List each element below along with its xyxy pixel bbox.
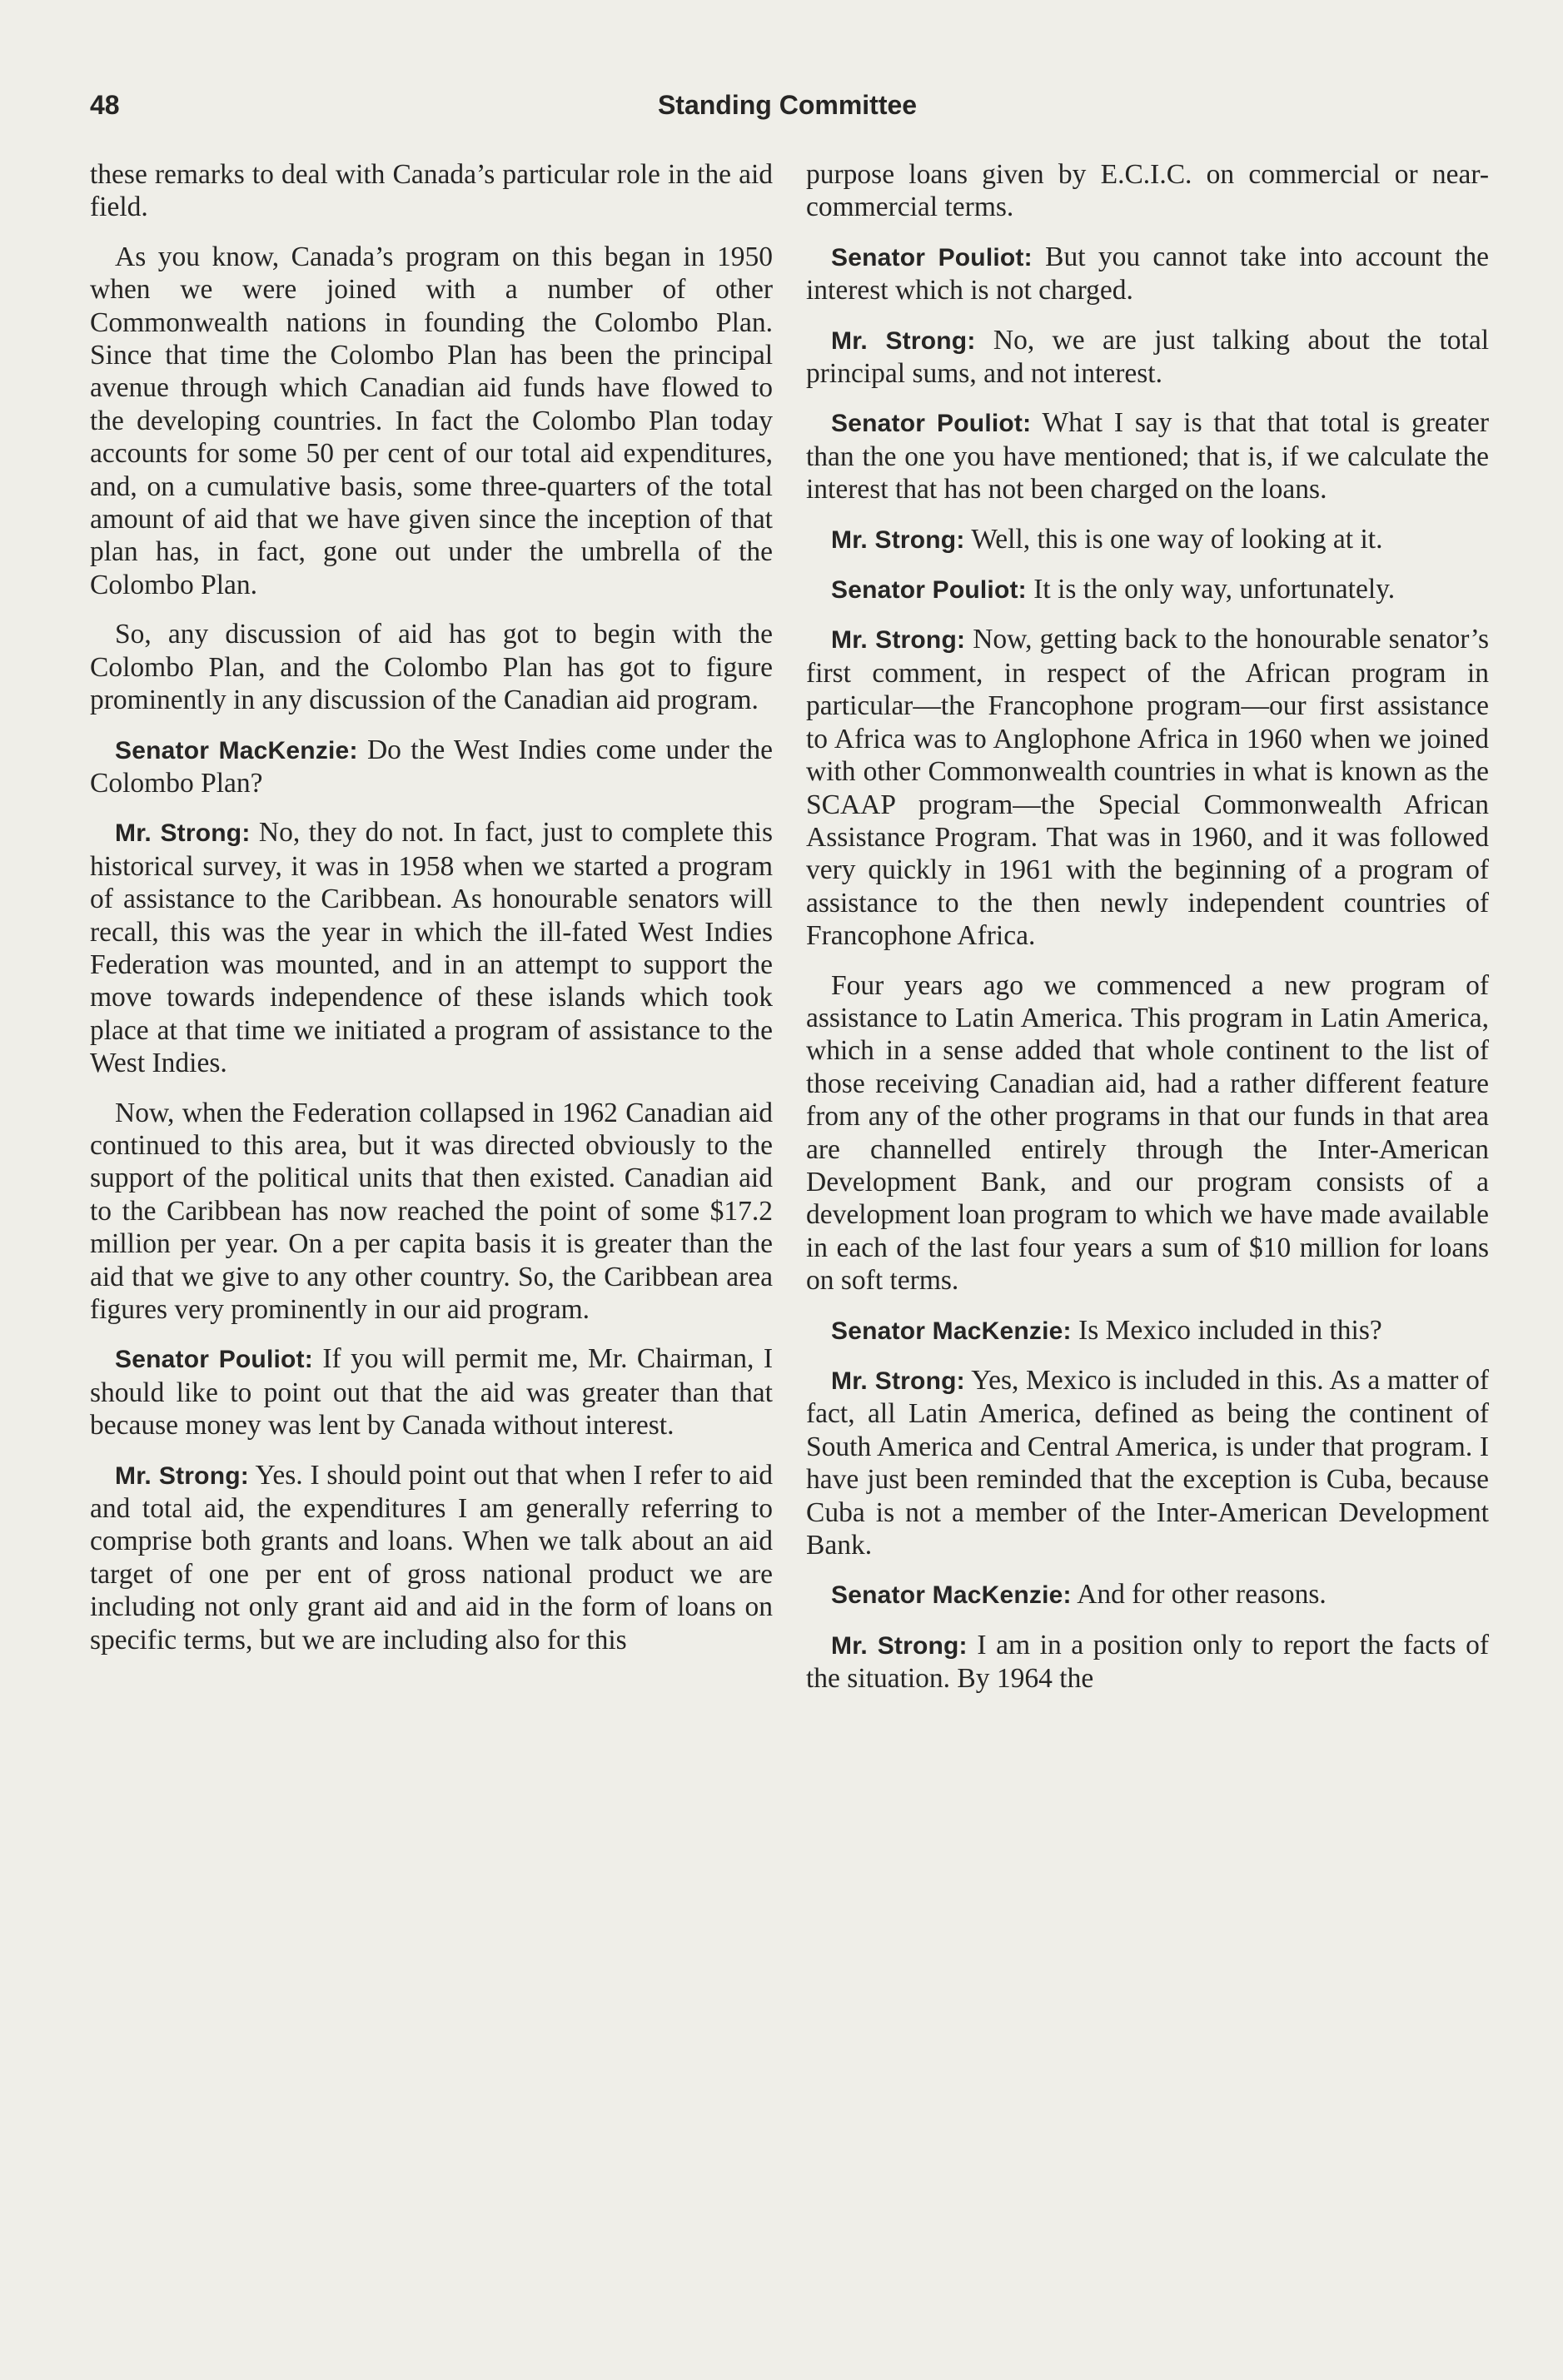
paragraph bbox=[806, 406, 1489, 505]
paragraph bbox=[806, 1364, 1489, 1561]
paragraph bbox=[90, 158, 773, 224]
speaker-name: Mr. Strong: bbox=[831, 1367, 965, 1395]
speaker-name: Mr. Strong: bbox=[115, 819, 251, 848]
paragraph-text: I am in a position only to report the facts of the situation. By 1964 the bbox=[806, 1629, 1490, 1695]
running-title: Standing Committee bbox=[657, 90, 918, 120]
paragraph-text: Now, when the Federation collapsed in 1962 Canadian aid continued to this area, but it was directed obviously to the support of the political units that then existed. Canadian aid to the Caribbean has now reached the point of some $17.2 million per year. On a per capita basis it is greater than the aid that we give to any other country. So, the Caribbean area figures very prominently in our aid program. bbox=[90, 1097, 773, 1325]
paragraph-text: Well, this is one way of looking at it. bbox=[971, 523, 1383, 555]
paragraph-text: Yes, Mexico is included in this. As a matter of fact, all Latin America, defined as being the continent of South America and Central America, is under that program. I have just been reminded that the exception is Cuba, because Cuba is not a member of the Inter-American Development Bank. bbox=[806, 1365, 1489, 1561]
speaker-name: Mr. Strong: bbox=[831, 1631, 968, 1660]
speaker-name: Senator MacKenzie: bbox=[831, 1317, 1072, 1345]
paragraph-text: So, any discussion of aid has got to begin with the Colombo Plan, and the Colombo Plan has got to figure prominently in any discussion of the Canadian aid program. bbox=[90, 619, 773, 716]
speaker-name: Senator Pouliot: bbox=[115, 1346, 313, 1374]
right-column bbox=[806, 158, 1489, 1712]
page-number: 48 bbox=[90, 90, 120, 120]
paragraph bbox=[90, 1459, 773, 1656]
paragraph-text: Four years ago we commenced a new program of assistance to Latin America. This program in Latin America, which in a sense added that whole continent to the list of those receiving Canadian aid, had a rather different feature from any of the other programs in that our funds in that area are channelled entirely through the Inter-American Development Bank, and our program consists of a development loan program to which we have made available in each of the last four years a sum of $10 million for loans on soft terms. bbox=[806, 969, 1489, 1297]
paragraph-text: purpose loans given by E.C.I.C. on commercial or near-commercial terms. bbox=[806, 159, 1489, 223]
paragraph bbox=[806, 241, 1489, 307]
paragraph bbox=[806, 573, 1489, 606]
speaker-name: Senator Pouliot: bbox=[831, 410, 1032, 438]
paragraph-text: Now, getting back to the honourable senator’s first comment, in respect of the African program in particular—the Francophone program—our first assistance to Africa was to Anglophone Africa in 1960 when we joined with other Commonwealth countries in what is known as the SCAAP program—the Special Commonwealth African Assistance Program. That was in 1960, and it was followed very quickly in 1961 with the beginning of a program of assistance to the then newly independent countries of Francophone Africa. bbox=[806, 624, 1490, 952]
speaker-name: Mr. Strong: bbox=[831, 326, 976, 355]
paragraph bbox=[90, 816, 773, 1079]
paragraph bbox=[806, 1629, 1489, 1695]
paragraph-text: Is Mexico included in this? bbox=[1078, 1314, 1382, 1346]
speaker-name: Senator Pouliot: bbox=[831, 243, 1033, 271]
paragraph bbox=[806, 1578, 1489, 1611]
paragraph bbox=[806, 324, 1489, 391]
paragraph bbox=[806, 523, 1489, 556]
paragraph bbox=[90, 734, 773, 800]
page-header bbox=[90, 90, 1485, 128]
speaker-name: Mr. Strong: bbox=[831, 525, 965, 554]
speaker-name: Senator Pouliot: bbox=[831, 576, 1027, 605]
paragraph-text: Yes. I should point out that when I refer to aid and total aid, the expenditures I am generally referring to comprise both grants and loans. When we talk about an aid target of one per ent of gross national product we are including not only grant aid and aid in the form of loans on specific terms, but we are including also for this bbox=[90, 1459, 773, 1656]
paragraph bbox=[806, 1314, 1489, 1347]
paragraph-text: But you cannot take into account the interest which is not charged. bbox=[806, 241, 1489, 306]
speaker-name: Mr. Strong: bbox=[115, 1461, 249, 1490]
speaker-name: Senator MacKenzie: bbox=[115, 736, 358, 764]
paragraph bbox=[806, 623, 1489, 952]
paragraph bbox=[90, 1342, 773, 1441]
paragraph-text: If you will permit me, Mr. Chairman, I should like to point out that the aid was greater than that because money was lent by Canada without interest. bbox=[90, 1343, 774, 1441]
paragraph-text: No, they do not. In fact, just to complete this historical survey, it was in 1958 when we started a program of assistance to the Caribbean. As honourable senators will recall, this was the year in which the ill-fated West Indies Federation was mounted, and in an attempt to support the move towards independence of these islands which took place at that time we initiated a program of assistance to the West Indies. bbox=[90, 817, 773, 1079]
paragraph-text: No, we are just talking about the total principal sums, and not interest. bbox=[806, 324, 1489, 390]
paragraph-text: Do the West Indies come under the Colombo Plan? bbox=[90, 734, 774, 799]
paragraph-text: these remarks to deal with Canada’s particular role in the aid field. bbox=[90, 159, 773, 223]
left-column bbox=[90, 158, 773, 1673]
paragraph bbox=[90, 241, 773, 601]
paragraph-text: As you know, Canada’s program on this began in 1950 when we were joined with a number of other Commonwealth nations in founding the Colombo Plan. Since that time the Colombo Plan has been the principal avenue through which Canadian aid funds have flowed to the developing countries. In fact the Colombo Plan today accounts for some 50 per cent of our total aid expenditures, and, on a cumulative basis, some three-quarters of the total amount of aid that we have given since the inception of that plan has, in fact, gone out under the umbrella of the Colombo Plan. bbox=[90, 241, 773, 600]
speaker-name: Senator MacKenzie: bbox=[831, 1581, 1072, 1610]
paragraph-text: What I say is that that total is greater than the one you have mentioned; that is, if we calculate the interest that has not been charged on the loans. bbox=[806, 407, 1489, 505]
paragraph bbox=[806, 969, 1489, 1297]
speaker-name: Mr. Strong: bbox=[831, 626, 966, 655]
paragraph bbox=[90, 1097, 773, 1327]
paragraph-text: And for other reasons. bbox=[1077, 1579, 1327, 1611]
paragraph bbox=[806, 158, 1489, 224]
paragraph bbox=[90, 618, 773, 716]
paragraph-text: It is the only way, unfortunately. bbox=[1033, 574, 1396, 605]
